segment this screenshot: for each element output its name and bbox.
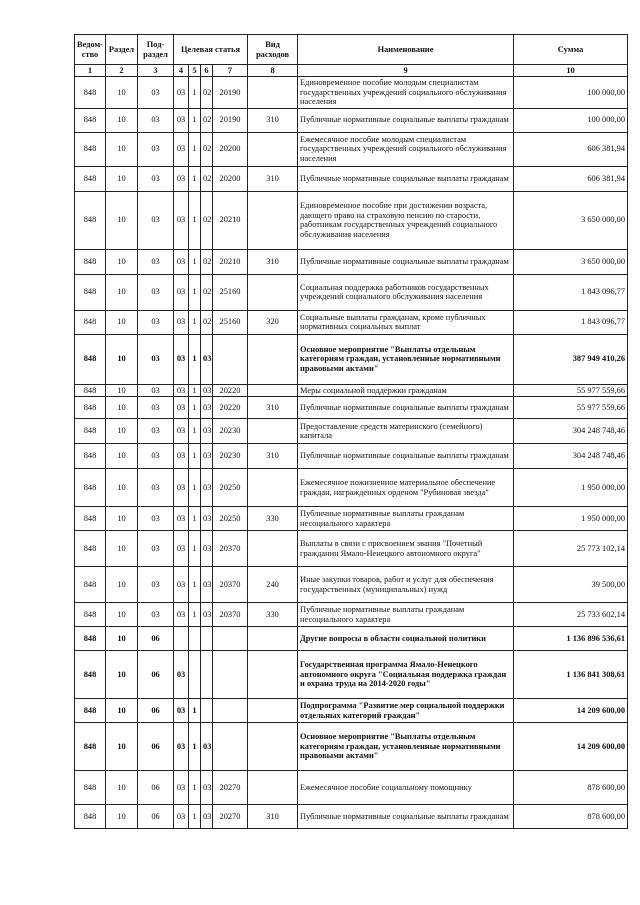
activity-code-cell: 03 [201,531,213,567]
header-row [75,35,628,65]
table-row [75,310,628,334]
name-cell: Ежемесячное пособие социальному помощнику [298,771,514,805]
name-cell: Другие вопросы в области социальной политики [298,627,514,651]
table-row [75,444,628,469]
podrazdel-cell: 03 [138,132,174,166]
program-code-cell: 03 [174,384,189,396]
activity-code-cell: 02 [201,108,213,132]
vedomstvo-cell: 848 [75,132,106,166]
direction-code-cell: 20230 [213,444,248,469]
name-cell: Иные закупки товаров, работ и услуг для обеспечения государственных (муниципальных) нужд [298,567,514,603]
vedomstvo-cell: 848 [75,77,106,108]
sum-cell: 1 843 096,77 [514,274,628,310]
direction-code-cell [213,627,248,651]
razdel-cell: 10 [106,249,138,274]
expense-type-cell [248,384,298,396]
table-row [75,274,628,310]
razdel-cell: 10 [106,805,138,829]
expense-type-cell: 310 [248,166,298,191]
activity-code-cell: 03 [201,469,213,507]
program-code-cell: 03 [174,397,189,419]
subprogram-code-cell: 1 [189,310,201,334]
column-number-cell: 8 [248,65,298,77]
program-code-cell: 03 [174,444,189,469]
razdel-cell: 10 [106,603,138,627]
direction-code-cell: 20200 [213,166,248,191]
program-code-cell [174,627,189,651]
program-code-cell: 03 [174,771,189,805]
direction-code-cell: 25160 [213,274,248,310]
subprogram-code-cell: 1 [189,77,201,108]
col-header-vid-rashodov: Вид расходов [248,35,298,65]
program-code-cell: 03 [174,132,189,166]
table-row [75,723,628,771]
program-code-cell: 03 [174,274,189,310]
razdel-cell: 10 [106,469,138,507]
name-cell: Публичные нормативные социальные выплаты гражданам [298,397,514,419]
podrazdel-cell: 06 [138,805,174,829]
expense-type-cell: 310 [248,397,298,419]
expense-type-cell [248,771,298,805]
subprogram-code-cell [189,627,201,651]
vedomstvo-cell: 848 [75,166,106,191]
program-code-cell: 03 [174,567,189,603]
name-cell: Подпрограмма "Развитие мер социальной поддержки отдельных категорий граждан" [298,699,514,723]
sum-cell: 878 600,00 [514,805,628,829]
activity-code-cell [201,627,213,651]
program-code-cell: 03 [174,108,189,132]
subprogram-code-cell: 1 [189,567,201,603]
direction-code-cell: 20370 [213,567,248,603]
razdel-cell: 10 [106,651,138,699]
table-row [75,531,628,567]
expense-type-cell [248,723,298,771]
podrazdel-cell: 06 [138,723,174,771]
activity-code-cell: 03 [201,567,213,603]
podrazdel-cell: 06 [138,699,174,723]
table-row [75,191,628,249]
vedomstvo-cell: 848 [75,384,106,396]
name-cell: Предоставление средств материнского (семейного) капитала [298,419,514,444]
name-cell: Публичные нормативные выплаты гражданам несоциального характера [298,603,514,627]
program-code-cell: 03 [174,249,189,274]
direction-code-cell [213,334,248,384]
program-code-cell: 03 [174,469,189,507]
activity-code-cell [201,651,213,699]
podrazdel-cell: 06 [138,771,174,805]
expense-type-cell: 320 [248,310,298,334]
vedomstvo-cell: 848 [75,567,106,603]
vedomstvo-cell: 848 [75,191,106,249]
table-row [75,249,628,274]
subprogram-code-cell: 1 [189,723,201,771]
sum-cell: 55 977 559,66 [514,384,628,396]
podrazdel-cell: 03 [138,384,174,396]
podrazdel-cell: 03 [138,77,174,108]
program-code-cell: 03 [174,166,189,191]
activity-code-cell: 02 [201,77,213,108]
vedomstvo-cell: 848 [75,603,106,627]
direction-code-cell: 20220 [213,397,248,419]
subprogram-code-cell: 1 [189,249,201,274]
expense-type-cell: 310 [248,444,298,469]
expense-type-cell [248,334,298,384]
sum-cell: 100 000,00 [514,108,628,132]
vedomstvo-cell: 848 [75,771,106,805]
name-cell: Меры социальной поддержки гражданам [298,384,514,396]
expense-type-cell: 330 [248,603,298,627]
program-code-cell: 03 [174,651,189,699]
activity-code-cell: 03 [201,419,213,444]
sum-cell: 1 950 000,00 [514,507,628,531]
razdel-cell: 10 [106,334,138,384]
razdel-cell: 10 [106,77,138,108]
podrazdel-cell: 03 [138,567,174,603]
podrazdel-cell: 03 [138,507,174,531]
expense-type-cell [248,77,298,108]
name-cell: Государственная программа Ямало-Ненецкого автономного округа "Социальная поддержка граждан и охрана труда на 2014-2020 годы" [298,651,514,699]
table-row [75,108,628,132]
name-cell: Ежемесячное пособие молодым специалистам государственных учреждений социального обслуживания населения [298,132,514,166]
table-row [75,384,628,396]
vedomstvo-cell: 848 [75,805,106,829]
expense-type-cell [248,132,298,166]
podrazdel-cell: 03 [138,166,174,191]
razdel-cell: 10 [106,310,138,334]
vedomstvo-cell: 848 [75,310,106,334]
sum-cell: 14 209 600,00 [514,699,628,723]
sum-cell: 55 977 559,66 [514,397,628,419]
column-number-cell: 10 [514,65,628,77]
activity-code-cell: 02 [201,310,213,334]
expense-type-cell: 310 [248,805,298,829]
podrazdel-cell: 03 [138,531,174,567]
program-code-cell: 03 [174,531,189,567]
direction-code-cell: 20270 [213,771,248,805]
table-row [75,507,628,531]
vedomstvo-cell: 848 [75,531,106,567]
vedomstvo-cell: 848 [75,249,106,274]
razdel-cell: 10 [106,384,138,396]
sum-cell: 25 773 102,14 [514,531,628,567]
sum-cell: 1 843 096,77 [514,310,628,334]
program-code-cell: 03 [174,310,189,334]
table-row [75,627,628,651]
sum-cell: 304 248 748,46 [514,419,628,444]
direction-code-cell: 20190 [213,108,248,132]
activity-code-cell: 02 [201,274,213,310]
activity-code-cell: 03 [201,384,213,396]
table-row [75,132,628,166]
expense-type-cell: 240 [248,567,298,603]
expense-type-cell [248,419,298,444]
col-header-podrazdel: Под-раздел [138,35,174,65]
table-row [75,166,628,191]
sum-cell: 14 209 600,00 [514,723,628,771]
expense-type-cell [248,469,298,507]
vedomstvo-cell: 848 [75,723,106,771]
podrazdel-cell: 06 [138,627,174,651]
program-code-cell: 03 [174,699,189,723]
sum-cell: 25 733 602,14 [514,603,628,627]
podrazdel-cell: 03 [138,249,174,274]
activity-code-cell: 03 [201,334,213,384]
table-row [75,805,628,829]
name-cell: Публичные нормативные выплаты гражданам несоциального характера [298,507,514,531]
direction-code-cell: 25160 [213,310,248,334]
subprogram-code-cell: 1 [189,108,201,132]
direction-code-cell: 20210 [213,249,248,274]
direction-code-cell: 20200 [213,132,248,166]
table-row [75,397,628,419]
activity-code-cell: 02 [201,132,213,166]
name-cell: Единовременное пособие молодым специалистам государственных учреждений социального обслуживания населения [298,77,514,108]
sum-cell: 39 500,00 [514,567,628,603]
sum-cell: 606 381,94 [514,132,628,166]
column-number-cell: 9 [298,65,514,77]
column-number-cell: 1 [75,65,106,77]
podrazdel-cell: 03 [138,397,174,419]
column-number-cell: 2 [106,65,138,77]
expense-type-cell [248,627,298,651]
table-row [75,419,628,444]
program-code-cell: 03 [174,191,189,249]
activity-code-cell: 03 [201,397,213,419]
column-number-cell: 4 [174,65,189,77]
razdel-cell: 10 [106,699,138,723]
direction-code-cell [213,651,248,699]
table-row [75,651,628,699]
direction-code-cell: 20270 [213,805,248,829]
razdel-cell: 10 [106,419,138,444]
activity-code-cell: 03 [201,805,213,829]
sum-cell: 3 650 000,00 [514,249,628,274]
vedomstvo-cell: 848 [75,108,106,132]
vedomstvo-cell: 848 [75,334,106,384]
table-row [75,699,628,723]
program-code-cell: 03 [174,805,189,829]
activity-code-cell: 02 [201,191,213,249]
name-cell: Публичные нормативные социальные выплаты гражданам [298,108,514,132]
direction-code-cell: 20210 [213,191,248,249]
razdel-cell: 10 [106,567,138,603]
podrazdel-cell: 03 [138,469,174,507]
razdel-cell: 10 [106,274,138,310]
program-code-cell: 03 [174,507,189,531]
vedomstvo-cell: 848 [75,651,106,699]
direction-code-cell: 20250 [213,469,248,507]
activity-code-cell: 03 [201,771,213,805]
activity-code-cell: 03 [201,603,213,627]
vedomstvo-cell: 848 [75,444,106,469]
vedomstvo-cell: 848 [75,627,106,651]
column-number-cell: 5 [189,65,201,77]
name-cell: Основное мероприятие "Выплаты отдельным категориям граждан, установленные нормативными правовыми актами" [298,334,514,384]
podrazdel-cell: 03 [138,444,174,469]
program-code-cell: 03 [174,77,189,108]
expense-type-cell: 310 [248,108,298,132]
expense-type-cell [248,651,298,699]
podrazdel-cell: 06 [138,651,174,699]
activity-code-cell: 03 [201,444,213,469]
subprogram-code-cell [189,651,201,699]
col-header-celevaya-statya: Целевая статья [174,35,248,65]
subprogram-code-cell: 1 [189,469,201,507]
sum-cell: 1 136 841 308,61 [514,651,628,699]
sum-cell: 304 248 748,46 [514,444,628,469]
subprogram-code-cell: 1 [189,805,201,829]
expense-type-cell: 330 [248,507,298,531]
podrazdel-cell: 03 [138,108,174,132]
vedomstvo-cell: 848 [75,507,106,531]
subprogram-code-cell: 1 [189,603,201,627]
sum-cell: 606 381,94 [514,166,628,191]
vedomstvo-cell: 848 [75,274,106,310]
razdel-cell: 10 [106,771,138,805]
subprogram-code-cell: 1 [189,334,201,384]
table-body [75,77,628,829]
subprogram-code-cell: 1 [189,166,201,191]
expense-type-cell [248,531,298,567]
column-number-cell: 7 [213,65,248,77]
name-cell: Единовременное пособие при достижении возраста, дающего право на страховую пенсию по старости, работникам государственных учреждений социального обслуживания населения [298,191,514,249]
razdel-cell: 10 [106,132,138,166]
podrazdel-cell: 03 [138,603,174,627]
direction-code-cell [213,723,248,771]
name-cell: Публичные нормативные социальные выплаты гражданам [298,805,514,829]
col-header-vedomstvo: Ведом-ство [75,35,106,65]
podrazdel-cell: 03 [138,334,174,384]
expense-type-cell [248,274,298,310]
activity-code-cell: 02 [201,249,213,274]
column-number-cell: 6 [201,65,213,77]
razdel-cell: 10 [106,627,138,651]
table-row [75,603,628,627]
razdel-cell: 10 [106,507,138,531]
direction-code-cell [213,699,248,723]
col-header-summa: Сумма [514,35,628,65]
subprogram-code-cell: 1 [189,274,201,310]
razdel-cell: 10 [106,444,138,469]
sum-cell: 1 136 896 536,61 [514,627,628,651]
subprogram-code-cell: 1 [189,419,201,444]
podrazdel-cell: 03 [138,310,174,334]
subprogram-code-cell: 1 [189,384,201,396]
vedomstvo-cell: 848 [75,699,106,723]
name-cell: Социальные выплаты гражданам, кроме публичных нормативных социальных выплат [298,310,514,334]
sum-cell: 3 650 000,00 [514,191,628,249]
direction-code-cell: 20370 [213,531,248,567]
program-code-cell: 03 [174,334,189,384]
subprogram-code-cell: 1 [189,531,201,567]
expense-type-cell [248,191,298,249]
vedomstvo-cell: 848 [75,419,106,444]
name-cell: Ежемесячное пожизненное материальное обеспечение граждан, награжденных орденом "Рубиновая звезда" [298,469,514,507]
table-row [75,771,628,805]
direction-code-cell: 20230 [213,419,248,444]
vedomstvo-cell: 848 [75,397,106,419]
podrazdel-cell: 03 [138,274,174,310]
sum-cell: 1 950 000,00 [514,469,628,507]
table-row [75,469,628,507]
direction-code-cell: 20220 [213,384,248,396]
expense-type-cell: 310 [248,249,298,274]
table-row [75,567,628,603]
razdel-cell: 10 [106,108,138,132]
direction-code-cell: 20250 [213,507,248,531]
razdel-cell: 10 [106,531,138,567]
razdel-cell: 10 [106,397,138,419]
razdel-cell: 10 [106,723,138,771]
name-cell: Выплаты в связи с присвоением звания "Почетный гражданин Ямало-Ненецкого автономного округа" [298,531,514,567]
expense-type-cell [248,699,298,723]
vedomstvo-cell: 848 [75,469,106,507]
activity-code-cell [201,699,213,723]
table-row [75,334,628,384]
col-header-naimenovanie: Наименование [298,35,514,65]
name-cell: Социальная поддержка работников государственных учреждений социального обслуживания населения [298,274,514,310]
name-cell: Основное мероприятие "Выплаты отдельным категориям граждан, установленные нормативными правовыми актами" [298,723,514,771]
table-row [75,77,628,108]
direction-code-cell: 20190 [213,77,248,108]
sum-cell: 100 000,00 [514,77,628,108]
subprogram-code-cell: 1 [189,444,201,469]
activity-code-cell: 03 [201,723,213,771]
name-cell: Публичные нормативные социальные выплаты гражданам [298,166,514,191]
subprogram-code-cell: 1 [189,191,201,249]
subprogram-code-cell: 1 [189,397,201,419]
name-cell: Публичные нормативные социальные выплаты гражданам [298,249,514,274]
podrazdel-cell: 03 [138,419,174,444]
column-number-cell: 3 [138,65,174,77]
podrazdel-cell: 03 [138,191,174,249]
col-header-razdel: Раздел [106,35,138,65]
activity-code-cell: 02 [201,166,213,191]
budget-table [74,34,628,829]
subprogram-code-cell: 1 [189,771,201,805]
subprogram-code-cell: 1 [189,507,201,531]
activity-code-cell: 03 [201,507,213,531]
direction-code-cell: 20370 [213,603,248,627]
subprogram-code-cell: 1 [189,699,201,723]
razdel-cell: 10 [106,191,138,249]
program-code-cell: 03 [174,603,189,627]
program-code-cell: 03 [174,723,189,771]
name-cell: Публичные нормативные социальные выплаты гражданам [298,444,514,469]
razdel-cell: 10 [106,166,138,191]
sum-cell: 878 600,00 [514,771,628,805]
column-number-row [75,65,628,77]
sum-cell: 387 949 410,26 [514,334,628,384]
program-code-cell: 03 [174,419,189,444]
subprogram-code-cell: 1 [189,132,201,166]
